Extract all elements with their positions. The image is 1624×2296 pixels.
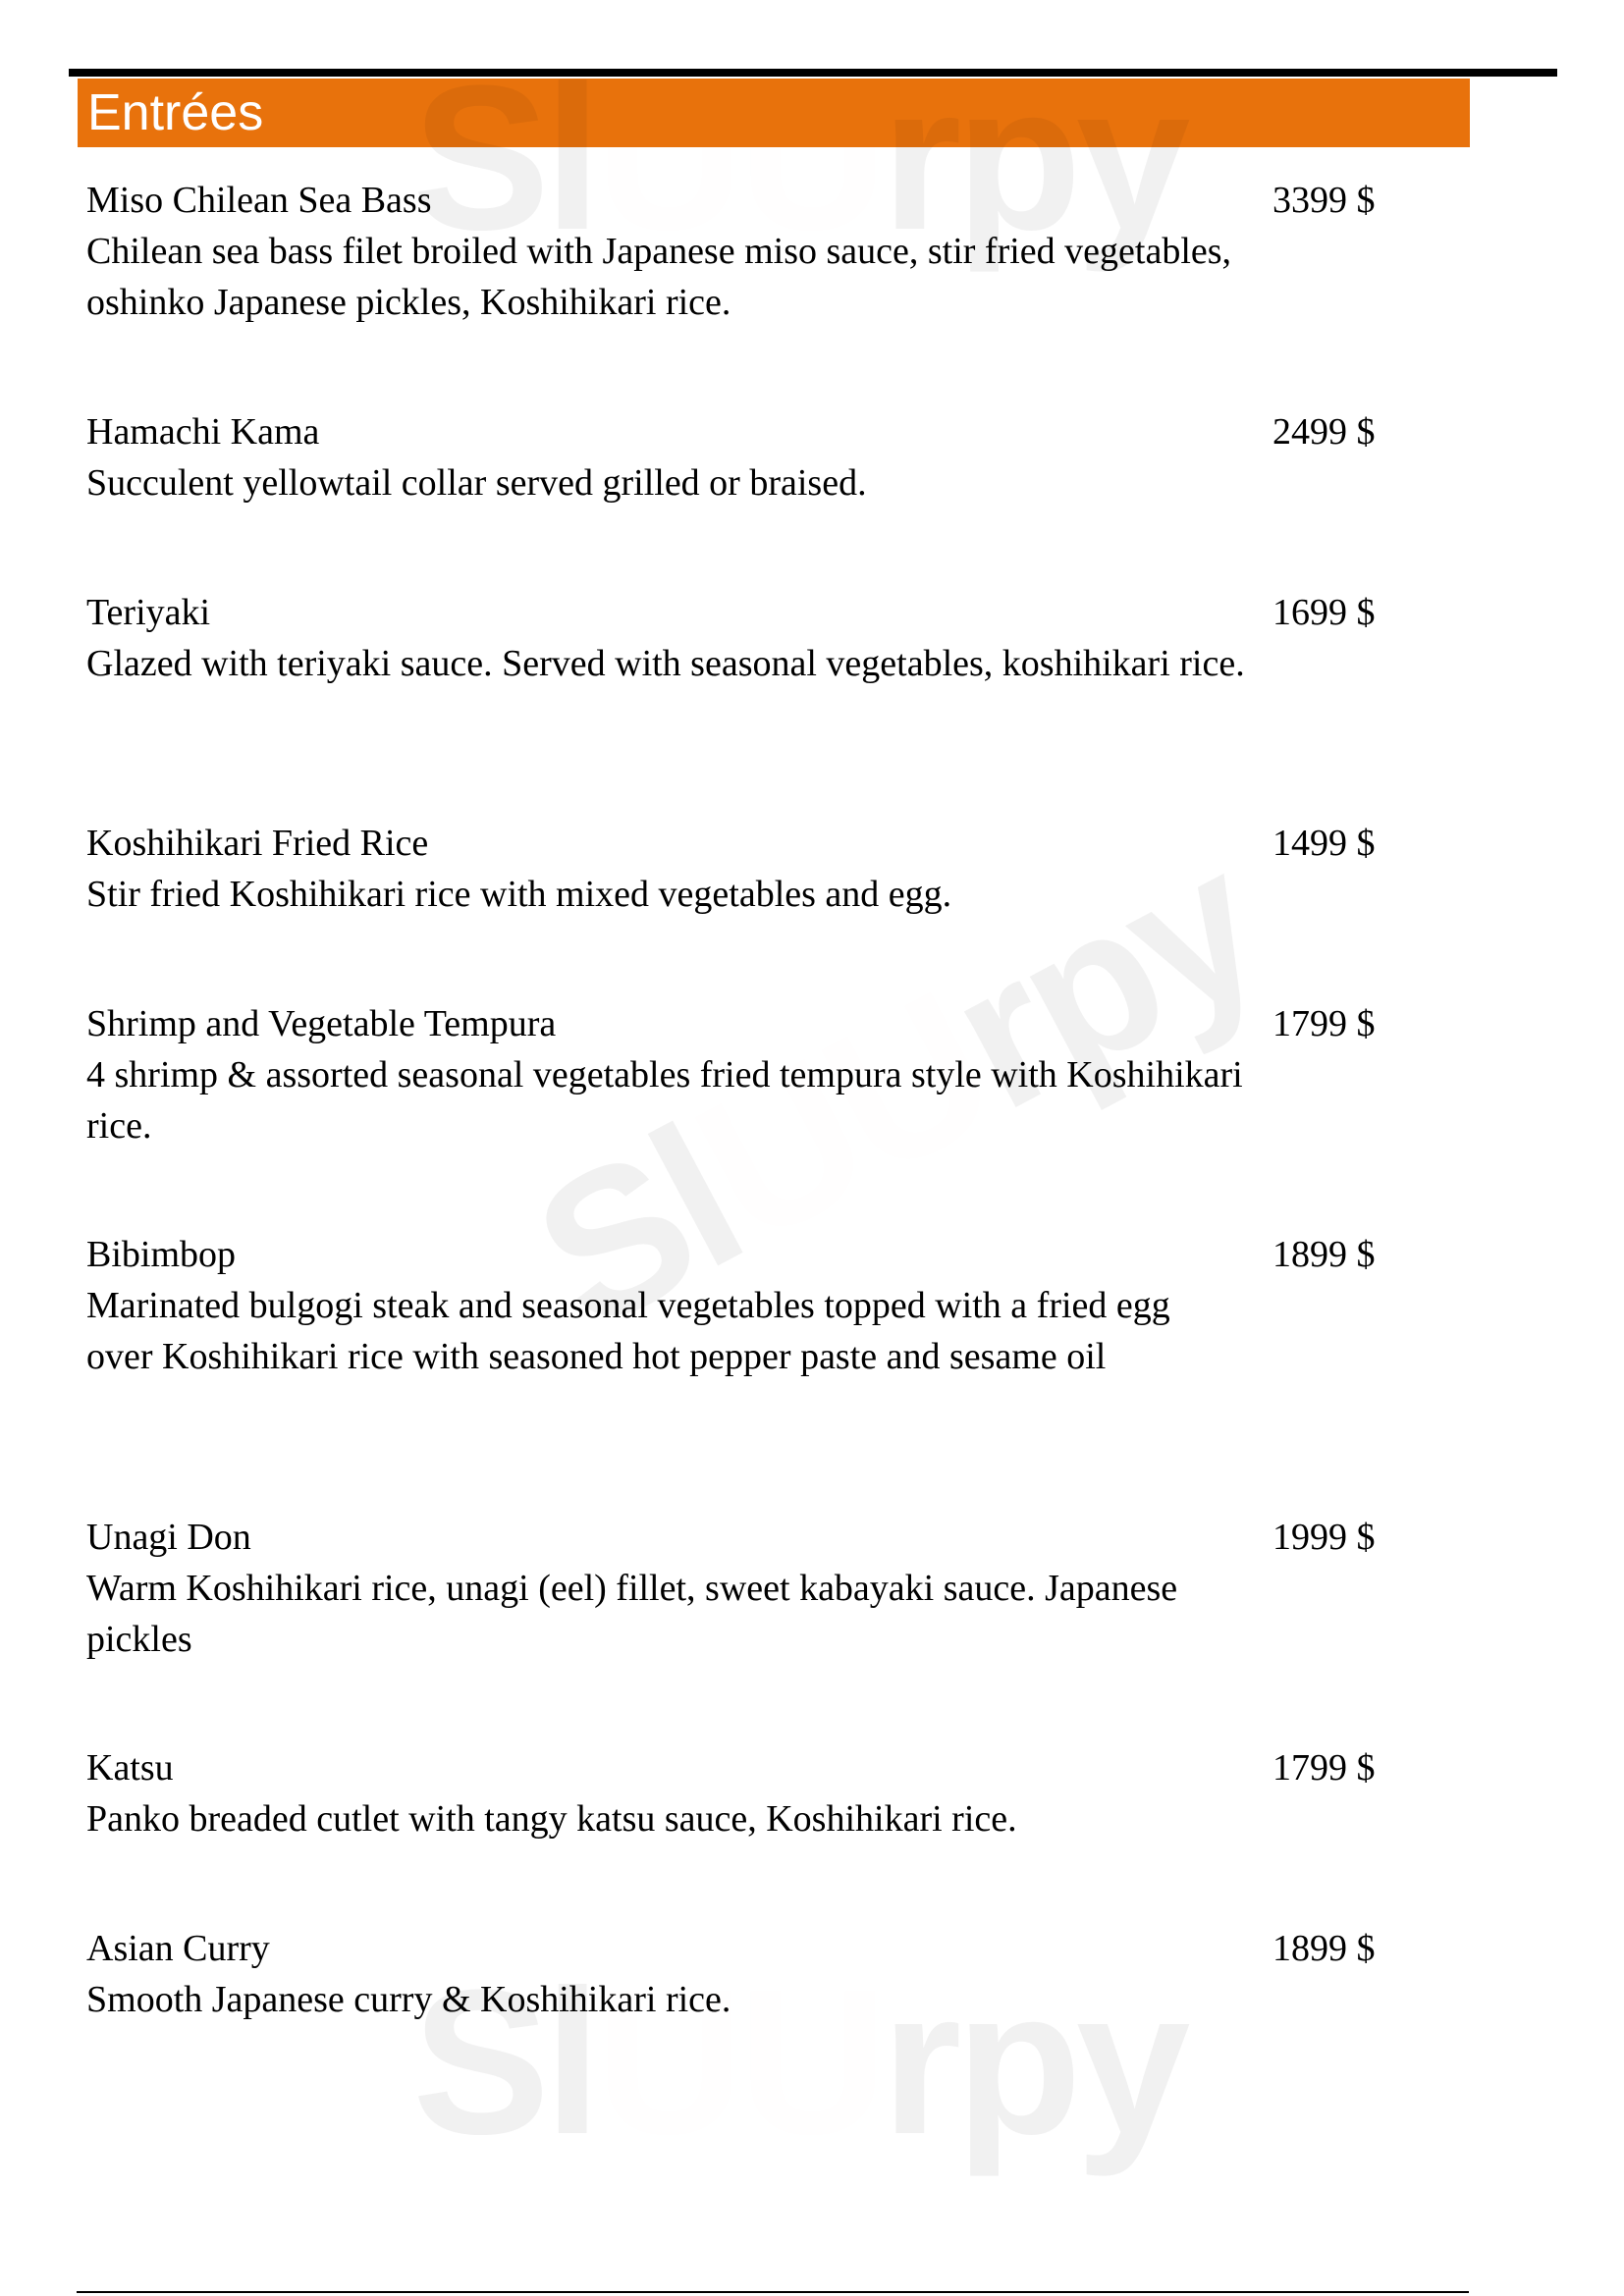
watermark-text: Sl xyxy=(412,1947,596,2177)
item-description: Warm Koshihikari rice, unagi (eel) fillet, sweet kabayaki sauce. Japanese pickles xyxy=(86,1568,1178,1660)
item-name: Asian Curry xyxy=(86,1928,270,1969)
item-price: 1899 $ xyxy=(1272,1234,1376,1275)
item-price: 2499 $ xyxy=(1272,411,1376,453)
item-description: Smooth Japanese curry & Koshihikari rice. xyxy=(86,1979,731,2020)
item-price: 1799 $ xyxy=(1272,1003,1376,1044)
item-price: 3399 $ xyxy=(1272,180,1376,221)
item-price: 1499 $ xyxy=(1272,823,1376,864)
item-name: Teriyaki xyxy=(86,592,211,633)
item-description: 4 shrimp & assorted seasonal vegetables fried tempura style with Koshihikari rice. xyxy=(86,1054,1243,1147)
item-name: Koshihikari Fried Rice xyxy=(86,823,429,864)
item-description: Chilean sea bass filet broiled with Japanese miso sauce, stir fried vegetables, oshinko Japanese pickles, Koshihikari rice. xyxy=(86,231,1232,323)
item-description: Stir fried Koshihikari rice with mixed vegetables and egg. xyxy=(86,874,952,915)
item-name: Katsu xyxy=(86,1747,174,1789)
watermark-text: Sl xyxy=(501,1083,772,1373)
watermark-text: rpy xyxy=(881,1947,1185,2177)
watermark-text: rpy xyxy=(881,42,1185,273)
item-description: Succulent yellowtail collar served grilled or braised. xyxy=(86,462,867,504)
item-price: 1999 $ xyxy=(1272,1517,1376,1558)
item-price: 1799 $ xyxy=(1272,1747,1376,1789)
watermark-text: Sl xyxy=(412,42,596,273)
bottom-rule xyxy=(77,2291,1469,2293)
section-header xyxy=(78,79,1470,147)
item-name: Shrimp and Vegetable Tempura xyxy=(86,1003,557,1044)
item-name: Unagi Don xyxy=(86,1517,251,1558)
item-description: Marinated bulgogi steak and seasonal vegetables topped with a fried egg over Koshihikari rice with seasoned hot pepper paste and sesame oil xyxy=(86,1285,1170,1377)
item-name: Miso Chilean Sea Bass xyxy=(86,180,432,221)
item-price: 1899 $ xyxy=(1272,1928,1376,1969)
item-price: 1699 $ xyxy=(1272,592,1376,633)
section-title: Entrées xyxy=(87,84,264,141)
item-name: Hamachi Kama xyxy=(86,411,320,453)
item-name: Bibimbop xyxy=(86,1234,237,1275)
top-rule xyxy=(69,69,1557,77)
watermark-text: rpy xyxy=(915,807,1292,1153)
item-description: Panko breaded cutlet with tangy katsu sauce, Koshihikari rice. xyxy=(86,1798,1017,1840)
item-description: Glazed with teriyaki sauce. Served with seasonal vegetables, koshihikari rice. xyxy=(86,643,1245,684)
